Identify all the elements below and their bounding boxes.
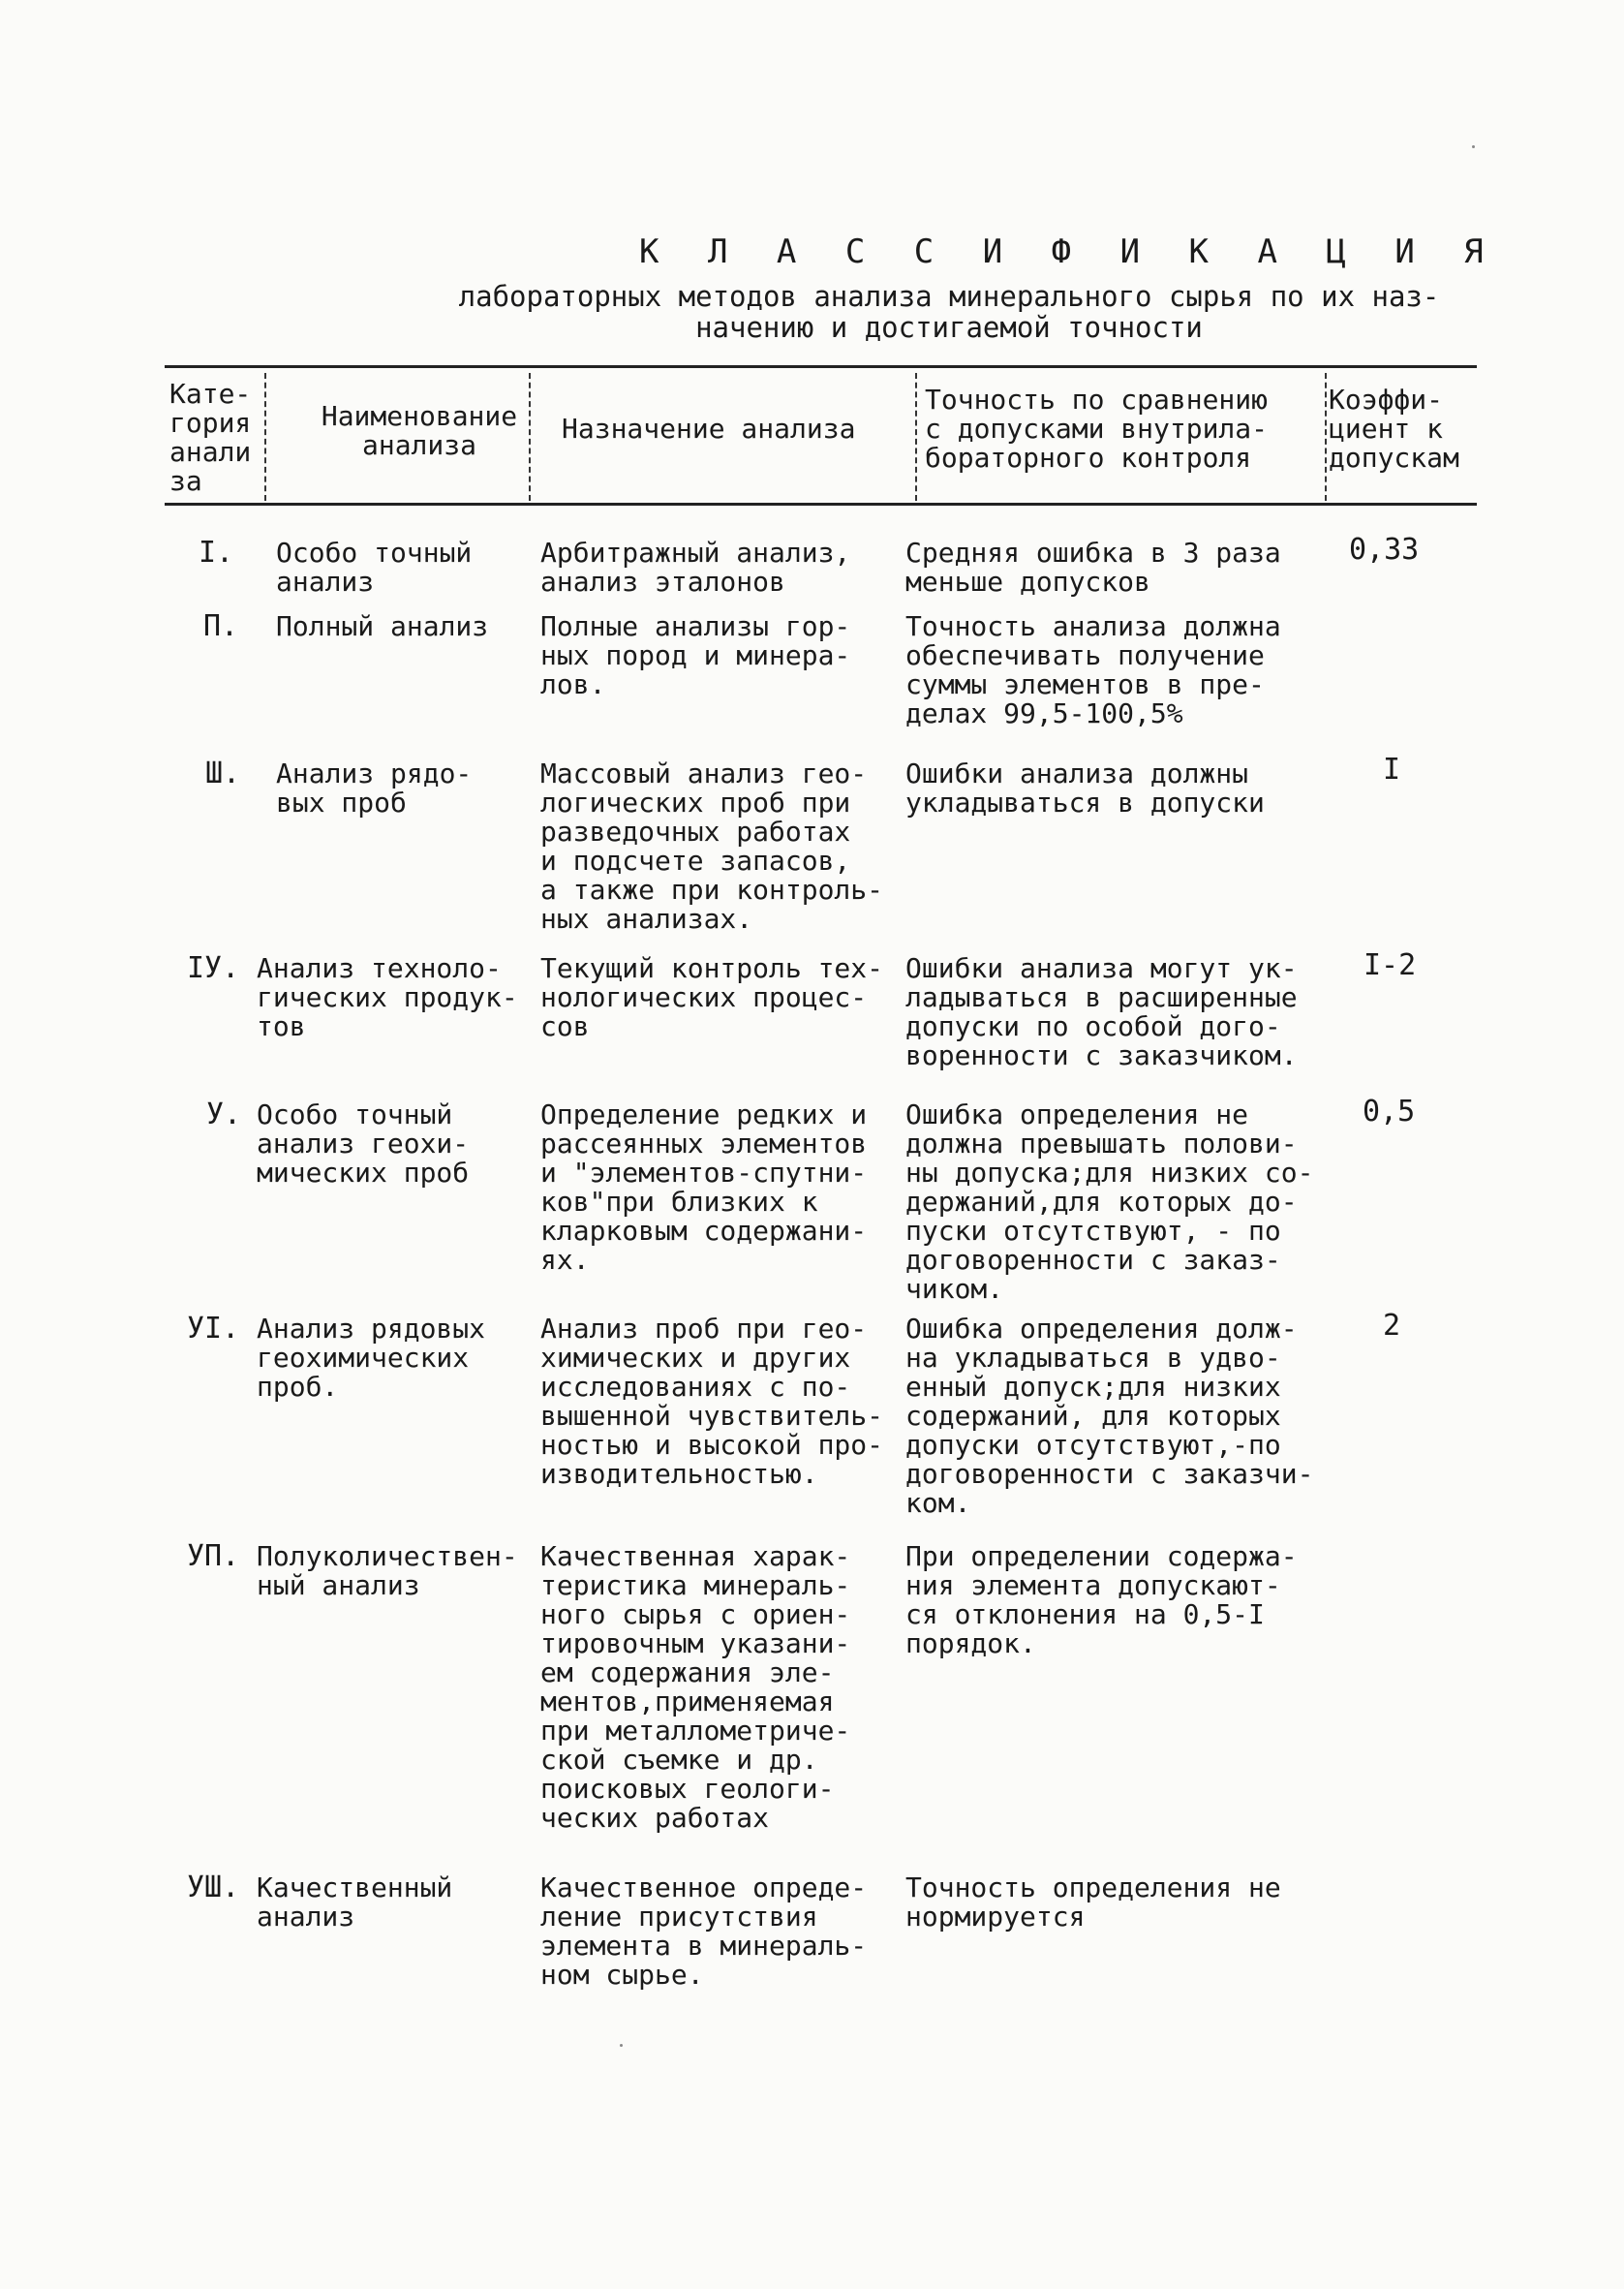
cell-category: УI. (187, 1312, 240, 1346)
cell-purpose: Качественная харак- теристика минераль- ного сырья с ориен- тировочным указани- ем содержания эле- ментов,применяемая при металлометриче- ской съемке и др. поисковых геологи- ческих работах (540, 1540, 851, 1834)
cell-name: Полный анализ (276, 610, 489, 642)
subtitle-line: начению и достигаемой точности (695, 311, 1203, 344)
cell-accuracy: Ошибка определения долж- на укладываться в удво- енный допуск;для низких содержаний, для которых допуски отсутствуют,-по договоренности с заказчи- ком. (905, 1313, 1314, 1519)
cell-name: Качественный анализ (257, 1871, 453, 1933)
cell-accuracy: Ошибка определения не должна превышать полови- ны допуска;для низких со- держаний,для которых до- пуски отсутствуют, - по договоренности с заказ- чиком. (905, 1098, 1314, 1305)
cell-name: Анализ техноло- гических продук- тов (257, 952, 518, 1042)
cell-coefficient: I-2 (1364, 948, 1417, 982)
column-separator (1325, 373, 1327, 501)
cell-coefficient: 2 (1383, 1309, 1401, 1343)
cell-name: Особо точный анализ (276, 537, 473, 598)
cell-category: Ш. (205, 757, 241, 790)
cell-purpose: Полные анализы гор- ных пород и минера- лов. (540, 610, 851, 700)
cell-accuracy: Ошибки анализа должны укладываться в допуски (905, 758, 1265, 819)
cell-purpose: Текущий контроль тех- нологических процес- сов (540, 952, 884, 1042)
document-title: К Л А С С И Ф И К А Ц И Я (639, 232, 1498, 271)
cell-name: Полуколичествен- ный анализ (257, 1540, 518, 1601)
cell-category: IУ. (187, 951, 240, 985)
cell-coefficient: 0,33 (1349, 533, 1420, 567)
header-purpose: Назначение анализа (562, 413, 856, 445)
scan-speck (620, 2044, 623, 2047)
table-header-rule (165, 503, 1477, 506)
cell-category: П. (203, 609, 239, 643)
cell-category: УШ. (187, 1871, 240, 1904)
header-accuracy: Точность по сравнению с допусками внутрила- бораторного контроля (925, 384, 1269, 474)
cell-accuracy: При определении содержа- ния элемента допускают- ся отклонения на 0,5-I порядок. (905, 1540, 1298, 1659)
cell-category: УП. (187, 1539, 240, 1573)
cell-purpose: Массовый анализ гео- логических проб при разведочных работах и подсчете запасов, а также при контроль- ных анализах. (540, 758, 884, 935)
table-top-rule (165, 365, 1477, 368)
cell-purpose: Арбитражный анализ, анализ эталонов (540, 537, 851, 598)
cell-coefficient: 0,5 (1363, 1095, 1416, 1129)
cell-name: Анализ рядо- вых проб (276, 758, 473, 819)
cell-category: У. (206, 1098, 242, 1131)
cell-accuracy: Точность определения не нормируется (905, 1871, 1281, 1933)
cell-name: Особо точный анализ геохи- мических проб (257, 1098, 470, 1189)
column-separator (264, 373, 266, 501)
header-category: Кате- гория анали за (169, 378, 252, 497)
cell-category: I. (199, 536, 234, 570)
column-separator (915, 373, 917, 501)
subtitle-line: лабораторных методов анализа минерального сырья по их наз- (458, 280, 1440, 313)
document-subtitle (426, 281, 1472, 343)
cell-purpose: Качественное опреде- ление присутствия элемента в минераль- ном сырье. (540, 1871, 868, 1991)
cell-accuracy: Ошибки анализа могут ук- ладываться в расширенные допуски по особой дого- воренности с заказчиком. (905, 952, 1298, 1071)
header-name: Наименование анализа (321, 400, 518, 461)
cell-purpose: Анализ проб при гео- химических и других исследованиях с по- вышенной чувствитель- ностью и высокой про- изводительностью. (540, 1313, 884, 1490)
cell-accuracy: Точность анализа должна обеспечивать получение суммы элементов в пре- делах 99,5-100,5% (905, 610, 1281, 729)
header-coefficient: Коэффи- циент к допускам (1329, 384, 1459, 474)
cell-accuracy: Средняя ошибка в 3 раза меньше допусков (905, 537, 1281, 598)
cell-coefficient: I (1383, 753, 1401, 787)
cell-purpose: Определение редких и рассеянных элементов и "элементов-спутни- ков"при близких к кларковым содержани- ях. (540, 1098, 868, 1276)
scan-speck (1472, 145, 1475, 148)
cell-name: Анализ рядовых геохимических проб. (257, 1313, 486, 1403)
